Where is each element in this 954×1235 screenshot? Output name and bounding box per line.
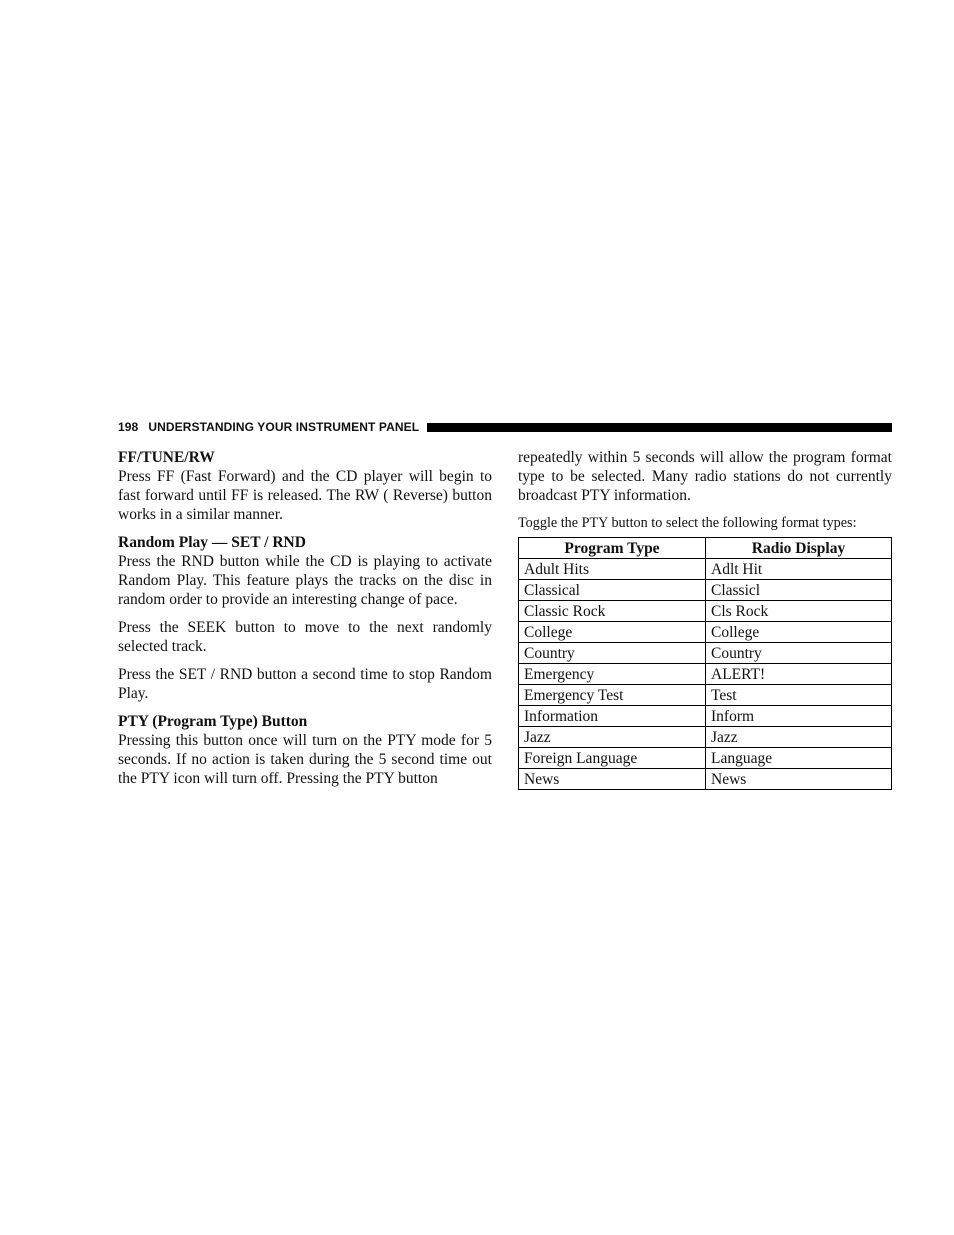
left-column — [118, 448, 492, 797]
right-column — [518, 448, 892, 790]
ff-tune-rw-heading: FF/TUNE/RW — [118, 449, 215, 466]
radio-display-cell: Classicl — [706, 580, 892, 601]
ff-tune-rw-section — [118, 448, 492, 524]
random-play-heading: Random Play — SET / RND — [118, 534, 306, 551]
pty-text-start: Pressing this button once will turn on the PTY mode for 5 seconds. If no action is taken during the 5 second time out the PTY icon will turn off. Pressing the PTY button — [118, 732, 492, 787]
radio-display-cell: Country — [706, 643, 892, 664]
page-header — [118, 419, 892, 435]
table-row — [519, 643, 892, 664]
table-header-row — [519, 538, 892, 559]
random-play-text-2: Press the SEEK button to move to the next randomly selected track. — [118, 619, 492, 655]
program-type-cell: Country — [519, 643, 706, 664]
section-title: UNDERSTANDING YOUR INSTRUMENT PANEL — [148, 420, 420, 434]
radio-display-cell: Test — [706, 685, 892, 706]
radio-display-cell: Adlt Hit — [706, 559, 892, 580]
random-play-text-3: Press the SET / RND button a second time to stop Random Play. — [118, 666, 492, 702]
header-program-type: Program Type — [519, 538, 706, 559]
program-type-cell: Classic Rock — [519, 601, 706, 622]
program-type-cell: Emergency — [519, 664, 706, 685]
program-type-cell: Jazz — [519, 727, 706, 748]
program-type-cell: Foreign Language — [519, 748, 706, 769]
table-row — [519, 727, 892, 748]
header-radio-display: Radio Display — [706, 538, 892, 559]
radio-display-cell: Language — [706, 748, 892, 769]
pty-heading: PTY (Program Type) Button — [118, 713, 308, 730]
table-row — [519, 580, 892, 601]
page-number: 198 — [118, 420, 139, 434]
program-type-cell: Information — [519, 706, 706, 727]
program-type-cell: Adult Hits — [519, 559, 706, 580]
radio-display-cell: News — [706, 769, 892, 790]
program-type-cell: Emergency Test — [519, 685, 706, 706]
table-row — [519, 706, 892, 727]
random-play-text-1: Press the RND button while the CD is playing to activate Random Play. This feature plays the tracks on the disc in random order to provide an interesting change of pace. — [118, 553, 492, 608]
radio-display-cell: Jazz — [706, 727, 892, 748]
program-type-cell: Classical — [519, 580, 706, 601]
header-rule — [427, 423, 892, 432]
table-row — [519, 748, 892, 769]
table-row — [519, 559, 892, 580]
radio-display-cell: ALERT! — [706, 664, 892, 685]
table-row — [519, 601, 892, 622]
table-caption: Toggle the PTY button to select the following format types: — [518, 515, 857, 531]
random-play-section — [118, 533, 492, 703]
table-row — [519, 664, 892, 685]
program-type-cell: College — [519, 622, 706, 643]
table-row — [519, 685, 892, 706]
pty-format-table — [518, 537, 892, 790]
table-row — [519, 622, 892, 643]
radio-display-cell: College — [706, 622, 892, 643]
pty-text-continued: repeatedly within 5 seconds will allow the program format type to be selected. Many radio stations do not currently broadcast PTY information. — [518, 449, 892, 504]
table-row — [519, 769, 892, 790]
radio-display-cell: Inform — [706, 706, 892, 727]
pty-section — [118, 712, 492, 788]
program-type-cell: News — [519, 769, 706, 790]
ff-tune-rw-text: Press FF (Fast Forward) and the CD player will begin to fast forward until FF is released. The RW ( Reverse) button works in a similar manner. — [118, 468, 492, 523]
radio-display-cell: Cls Rock — [706, 601, 892, 622]
